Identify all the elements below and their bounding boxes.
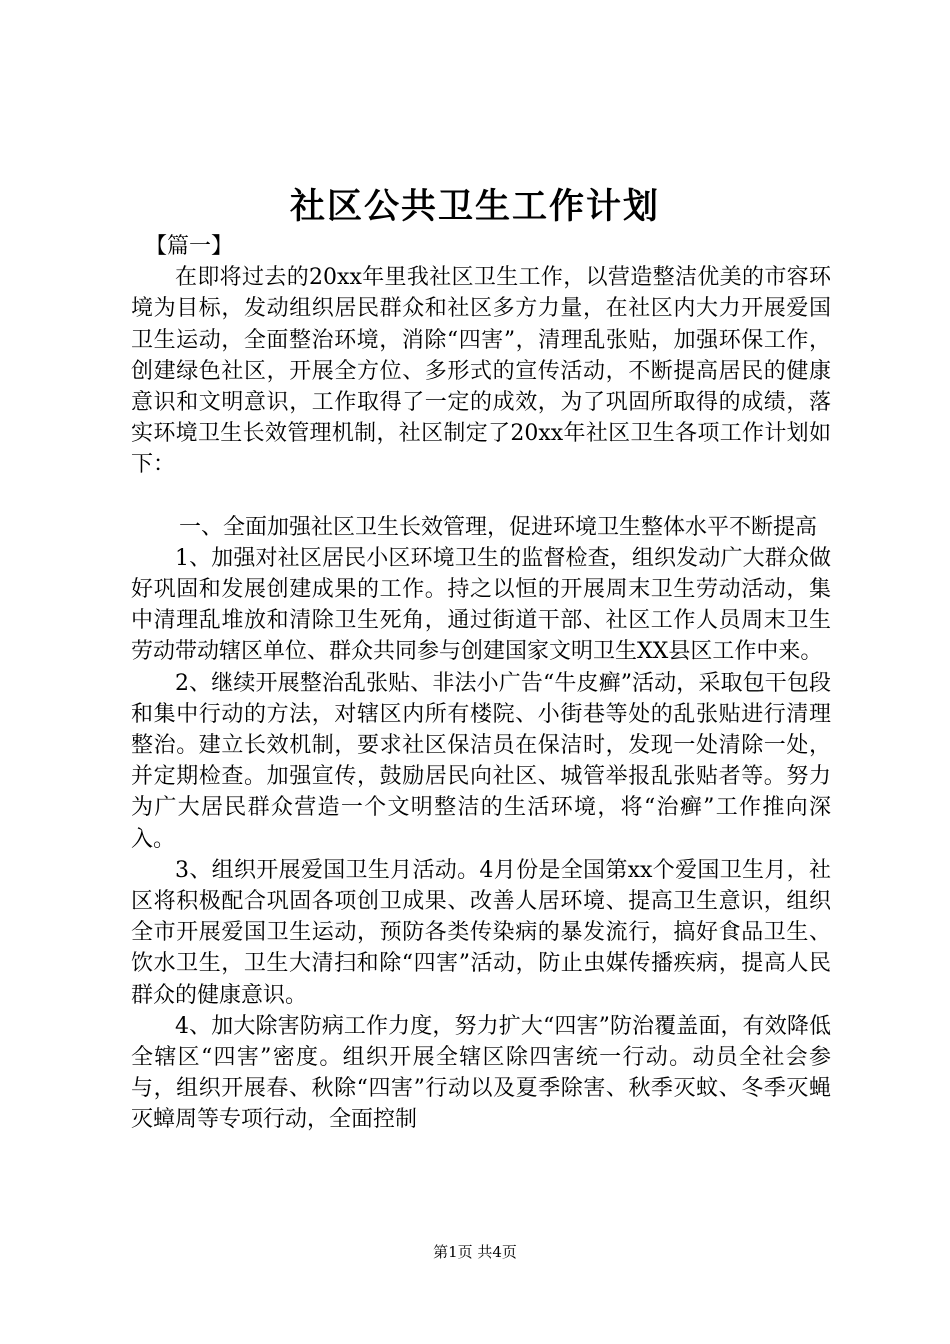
- intro-paragraph: 在即将过去的20xx年里我社区卫生工作，以营造整洁优美的市容环境为目标，发动组织居民群众和社区多方力量，在社区内大力开展爱国卫生运动，全面整治环境，消除“四害”，清理乱张贴，加强环保工作，创建绿色社区，开展全方位、多形式的宣传活动，不断提高居民的健康意识和文明意识，工作取得了一定的成效，为了巩固所取得的成绩，落实环境卫生长效管理机制，社区制定了20xx年社区卫生各项工作计划如下：: [131, 265, 831, 478]
- section-label: 【篇一】: [145, 234, 234, 259]
- document-body: [131, 231, 831, 1136]
- page-footer: 第1页 共4页: [433, 1243, 517, 1261]
- list-item-2: 2、继续开展整治乱张贴、非法小广告“牛皮癣”活动，采取包干包段和集中行动的方法，对辖区内所有楼院、小街巷等处的乱张贴进行清理整治。建立长效机制，要求社区保洁员在保洁时，发现一处清除一处，并定期检查。加强宣传，鼓励居民向社区、城管举报乱张贴者等。努力为广大居民群众营造一个文明整洁的生活环境，将“治癣”工作推向深入。: [131, 670, 831, 852]
- list-item-3: 3、组织开展爱国卫生月活动。4月份是全国第xx个爱国卫生月，社区将积极配合巩固各项创卫成果、改善人居环境、提高卫生意识，组织全市开展爱国卫生运动，预防各类传染病的暴发流行，搞好食品卫生、饮水卫生，卫生大清扫和除“四害”活动，防止虫媒传播疾病，提高人民群众的健康意识。: [131, 857, 831, 1008]
- list-item-4: 4、加大除害防病工作力度，努力扩大“四害”防治覆盖面，有效降低全辖区“四害”密度。组织开展全辖区除四害统一行动。动员全社会参与，组织开展春、秋除“四害”行动以及夏季除害、秋季灭蚊、冬季灭蝇灭蟑周等专项行动，全面控制: [131, 1013, 831, 1133]
- document-title: 社区公共卫生工作计划: [289, 186, 660, 227]
- section-heading: 一、全面加强社区卫生长效管理，促进环境卫生整体水平不断提高: [179, 514, 818, 540]
- list-item-1: 1、加强对社区居民小区环境卫生的监督检查，组织发动广大群众做好巩固和发展创建成果的工作。持之以恒的开展周末卫生劳动活动，集中清理乱堆放和清除卫生死角，通过街道干部、社区工作人员周末卫生劳动带动辖区单位、群众共同参与创建国家文明卫生XX县区工作中来。: [131, 545, 831, 665]
